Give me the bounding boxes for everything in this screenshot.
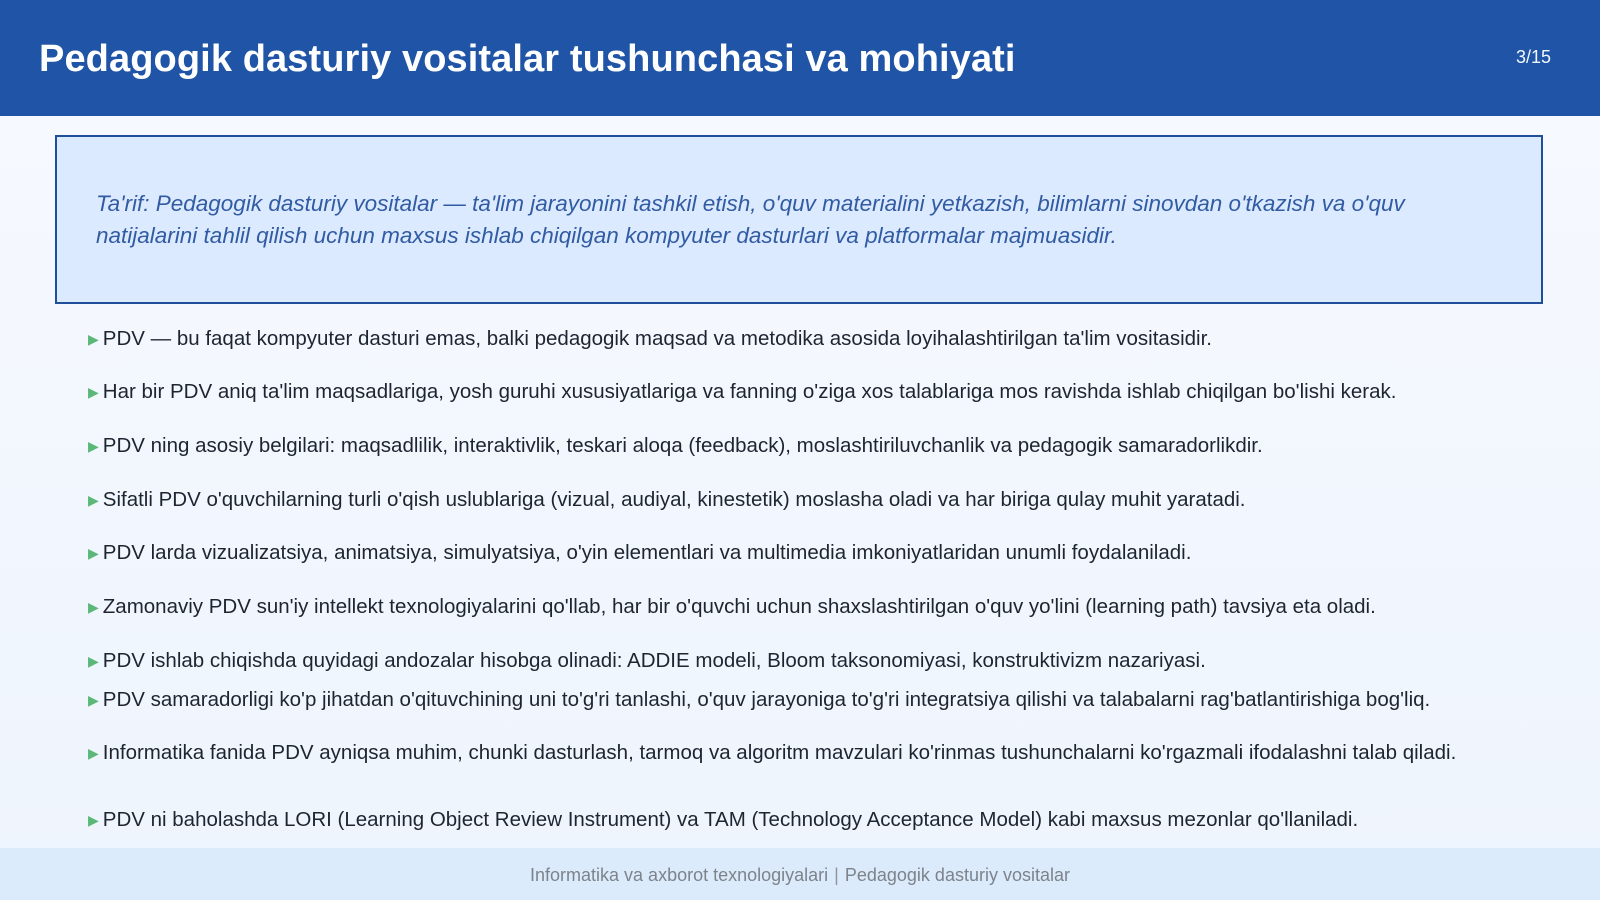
bullet-text: Sifatli PDV o'quvchilarning turli o'qish uslublariga (vizual, audiyal, kinestetik) moslasha oladi va har biriga qulay muhit yaratadi.: [102, 488, 1246, 511]
bullet-item: [88, 538, 1508, 567]
bullet-item: [88, 738, 1508, 767]
slide-title: Pedagogik dasturiy vositalar tushunchasi va mohiyati: [39, 38, 1016, 80]
bullet-text: PDV ni baholashda LORI (Learning Object Review Instrument) va TAM (Technology Acceptance Model) kabi maxsus mezonlar qo'llaniladi.: [102, 808, 1359, 831]
bullet-text: Informatika fanida PDV ayniqsa muhim, chunki dasturlash, tarmoq va algoritm mavzulari ko'rinmas tushunchalarni ko'rgazmali ifodalashni talab qiladi.: [102, 741, 1457, 764]
bullet-item: [88, 805, 1508, 834]
bullet-text: PDV ishlab chiqishda quyidagi andozalar hisobga olinadi: ADDIE modeli, Bloom taksonomiyasi, konstruktivizm nazariyasi.: [102, 649, 1206, 672]
green-triangle-icon: ▶: [88, 812, 99, 828]
green-triangle-icon: ▶: [88, 492, 99, 508]
bullet-item: [88, 377, 1508, 406]
bullet-item: [88, 646, 1508, 675]
slide-footer: [0, 848, 1600, 900]
bullet-item: [88, 485, 1508, 514]
bullet-item: [88, 592, 1508, 621]
bullet-text: PDV ning asosiy belgilari: maqsadlilik, interaktivlik, teskari aloqa (feedback), moslashtiriluvchanlik va pedagogik samaradorlikdir.: [102, 434, 1263, 457]
green-triangle-icon: ▶: [88, 331, 99, 347]
bullet-text: Har bir PDV aniq ta'lim maqsadlariga, yosh guruhi xususiyatlariga va fanning o'ziga xos talablariga mos ravishda ishlab chiqilgan bo'lishi kerak.: [102, 380, 1397, 403]
page-number: 3/15: [1515, 47, 1551, 67]
green-triangle-icon: ▶: [88, 745, 99, 761]
bullet-item: [88, 431, 1508, 460]
bullet-item: [88, 685, 1508, 714]
green-triangle-icon: ▶: [88, 653, 99, 669]
slide-header: [0, 0, 1600, 116]
footer-topic: Pedagogik dasturiy vositalar: [844, 865, 1070, 885]
green-triangle-icon: ▶: [88, 692, 99, 708]
bullet-text: PDV — bu faqat kompyuter dasturi emas, balki pedagogik maqsad va metodika asosida loyihalashtirilgan ta'lim vositasidir.: [102, 327, 1212, 350]
bullet-text: PDV larda vizualizatsiya, animatsiya, simulyatsiya, o'yin elementlari va multimedia imkoniyatlaridan unumli foydalaniladi.: [102, 541, 1192, 564]
footer-text: [0, 863, 1600, 887]
footer-course: Informatika va axborot texnologiyalari: [530, 865, 829, 885]
green-triangle-icon: ▶: [88, 438, 99, 454]
bullet-text: PDV samaradorligi ko'p jihatdan o'qituvchining uni to'g'ri tanlashi, o'quv jarayoniga to'g'ri integratsiya qilishi va talabalarni rag'batlantirishiga bog'liq.: [102, 688, 1431, 711]
green-triangle-icon: ▶: [88, 384, 99, 400]
footer-separator: |: [834, 865, 839, 885]
definition-box: [55, 135, 1543, 304]
definition-text: Ta'rif: Pedagogik dasturiy vositalar — ta'lim jarayonini tashkil etish, o'quv materialini yetkazish, bilimlarni sinovdan o'tkazish va o'quv natijalarini tahlil qilish uchun maxsus ishlab chiqilgan kompyuter dasturlari va platformalar majmuasidir.: [96, 191, 1405, 248]
bullet-item: [88, 324, 1508, 353]
green-triangle-icon: ▶: [88, 545, 99, 561]
bullet-text: Zamonaviy PDV sun'iy intellekt texnologiyalarini qo'llab, har bir o'quvchi uchun shaxslashtirilgan o'quv yo'lini (learning path) tavsiya eta oladi.: [102, 595, 1376, 618]
green-triangle-icon: ▶: [88, 599, 99, 615]
